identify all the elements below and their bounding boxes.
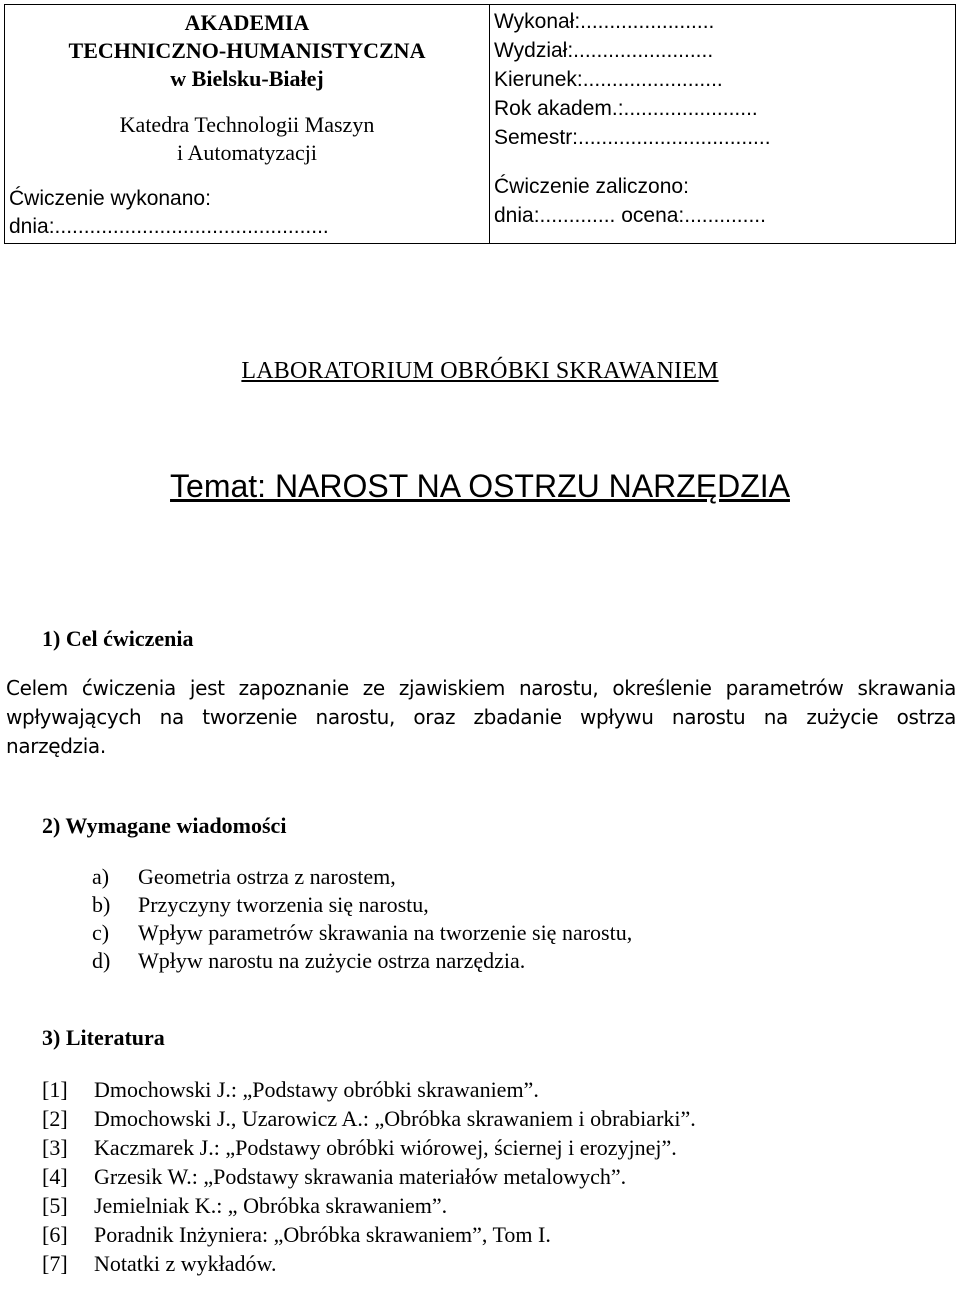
literature-item: [3] Kaczmarek J.: „Podstawy obróbki wiórowej, ściernej i erozyjnej”. [42,1135,677,1160]
section-2-heading: 2) Wymagane wiadomości [42,813,287,838]
academy-line-1: AKADEMIA [184,10,310,35]
faculty-field: Wydział:........................ [494,39,714,62]
literature-item: [6] Poradnik Inżyniera: „Obróbka skrawaniem”, Tom I. [42,1222,551,1247]
literature-item: [1] Dmochowski J.: „Podstawy obróbki skrawaniem”. [42,1077,539,1102]
academy-line-2: TECHNICZNO-HUMANISTYCZNA [68,38,426,63]
exercise-done-date: dnia:............................................... [9,215,329,238]
header-left-cell [5,5,490,244]
performed-by-field: Wykonał:....................... [494,10,715,33]
document-body [6,624,956,1278]
literature-item: [5] Jemielniak K.: „ Obróbka skrawaniem”. [42,1193,448,1218]
exercise-passed-line: dnia:............. ocena:.............. [494,204,766,227]
academy-name [5,9,489,93]
exercise-passed-label: Ćwiczenie zaliczono: [494,175,689,198]
department-line-1: Katedra Technologii Maszyn [119,112,375,137]
list-item: c) Wpływ parametrów skrawania na tworzenie się narostu, [92,920,633,945]
literature-item: [2] Dmochowski J., Uzarowicz A.: „Obróbka skrawaniem i obrabiarki”. [42,1106,696,1131]
department-line-2: i Automatyzacji [177,140,317,165]
section-1-text: Celem ćwiczenia jest zapoznanie ze zjawiskiem narostu, określenie parametrów skrawania wpływających na tworzenie narostu, oraz zbadanie wpływu narostu na zużycie ostrza narzędzia. [6,676,956,758]
lab-title: LABORATORIUM OBRÓBKI SKRAWANIEM [241,358,719,384]
literature-list [42,1075,956,1278]
list-item: d) Wpływ narostu na zużycie ostrza narzędzia. [92,948,526,973]
list-item: b) Przyczyny tworzenia się narostu, [92,892,429,917]
semester-field: Semestr:................................. [494,126,771,149]
list-item: a) Geometria ostrza z narostem, [92,864,396,889]
header-table [4,4,956,244]
section-1-heading: 1) Cel ćwiczenia [42,626,194,651]
literature-item: [7] Notatki z wykładów. [42,1251,277,1276]
exercise-done-block [9,185,329,241]
academic-year-field: Rok akadem.:....................... [494,97,758,120]
exercise-done-label: Ćwiczenie wykonano: [9,187,211,210]
department-name [5,111,489,167]
student-info-block [490,7,955,230]
requirements-list [92,863,956,975]
major-field: Kierunek:........................ [494,68,723,91]
header-right-cell [490,5,956,244]
literature-item: [4] Grzesik W.: „Podstawy skrawania materiałów metalowych”. [42,1164,627,1189]
topic-title: Temat: NAROST NA OSTRZU NARZĘDZIA [170,468,790,504]
academy-line-3: w Bielsku-Białej [170,66,324,91]
section-3-heading: 3) Literatura [42,1025,165,1050]
